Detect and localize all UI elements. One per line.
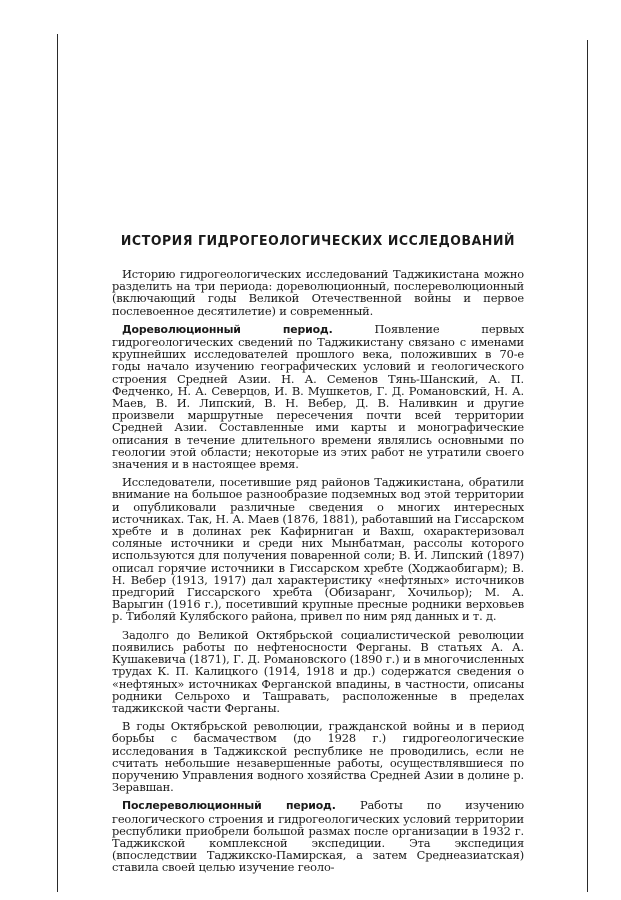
article-body bbox=[112, 233, 524, 880]
paragraph-text: В годы Октябрьской революции, гражданской войны и в период борьбы с басмачеством (до 1928 г.) гидрогеологические исследования в Таджикской республике не проводились, если не считать небольшие незавершенные работы, осуществлявшиеся по поручению Управления водного хозяйства Средней Азии в долине р. Зеравшан. bbox=[112, 719, 524, 795]
paragraph-text: Появление первых гидрогеологических сведений по Таджикистану связано с именами крупнейших исследователей прошлого века, положивших в 70-е годы начало изучению географических условий и геологического строения Средней Азии. Н. А. Семенов Тянь-Шанский, А. П. Федченко, Н. А. Северцов, И. В. Мушкетов, Г. Д. Романовский, Н. А. Маев, В. И. Липский, В. Н. Вебер, Д. В. Наливкин и другие произвели маршрутные пересечения почти всей территории Средней Азии. Составленные ими карты и монографические описания в течение длительного времени являлись основными по геологии этой области; некоторые из этих работ не утратили своего значения и в настоящее время. bbox=[112, 321, 525, 472]
left-page-edge-line bbox=[57, 34, 58, 892]
paragraph-text: Исследователи, посетившие ряд районов Таджикистана, обратили внимание на большое разнообразие подземных вод этой территории и опубликовали различные сведения о многих интересных источниках. Так, Н. А. Маев (1876, 1881), работавший на Гиссарском хребте и в долинах рек Кафирниган и Вахш, охарактеризовал соляные источники и среди них Мынбатман, рассолы которого используются для получения поваренной соли; В. И. Липский (1897) описал горячие источники в Гиссарском хребте (Ходжаобигарм); В. Н. Вебер (1913, 1917) дал характеристику «нефтяных» источников предгорий Гиссарского хребта (Обизаранг, Хочильор); М. А. Варыгин (1916 г.), посетивший крупные пресные родники верховьев р. Тиболяй Кулябского района, привел по ним ряд данных и т. д. bbox=[112, 475, 524, 624]
paragraph-text: Работы по изучению геологического строения и гидрогеологических условий территории республики приобрели большой размах после организации в 1932 г. Таджикской комплексной экспедиции. Эта экспедиция (впоследствии Таджикско-Памирская, а затем Среднеазиатская) ставила своей целью изучение геоло- bbox=[112, 798, 524, 875]
paragraph-text: Историю гидрогеологических исследований Таджикистана можно разделить на три периода: дореволюционный, послереволюционный (включающий годы Великой Отечественной войны и первое послевоенное десятилетие) и современный. bbox=[112, 267, 524, 318]
paragraph-fergana bbox=[112, 629, 524, 714]
paragraph-text: Задолго до Великой Октябрьской социалистической революции появились работы по нефтеносности Ферганы. В статьях А. А. Кушакевича (1871), Г. Д. Романовского (1890 г.) и в многочисленных трудах К. П. Калицкого (1914, 1918 и др.) содержатся сведения о «нефтяных» источниках Ферганской впадины, в частности, описаны родники Сельрохо и Ташравать, расположенные в пределах таджикской части Ферганы. bbox=[112, 627, 524, 715]
section-title: ИСТОРИЯ ГИДРОГЕОЛОГИЧЕСКИХ ИССЛЕДОВАНИЙ bbox=[120, 232, 516, 249]
paragraph-prerevolutionary bbox=[112, 323, 524, 470]
paragraph-researchers bbox=[112, 476, 524, 622]
paragraph-postrevolutionary bbox=[112, 799, 524, 873]
paragraph-intro bbox=[112, 268, 524, 317]
paragraph-lead-heading: Послереволюционный период. bbox=[122, 799, 336, 813]
right-page-edge-line bbox=[587, 40, 588, 892]
paragraph-revolution-years bbox=[112, 720, 524, 793]
paragraph-lead-heading: Дореволюционный период. bbox=[122, 322, 333, 336]
